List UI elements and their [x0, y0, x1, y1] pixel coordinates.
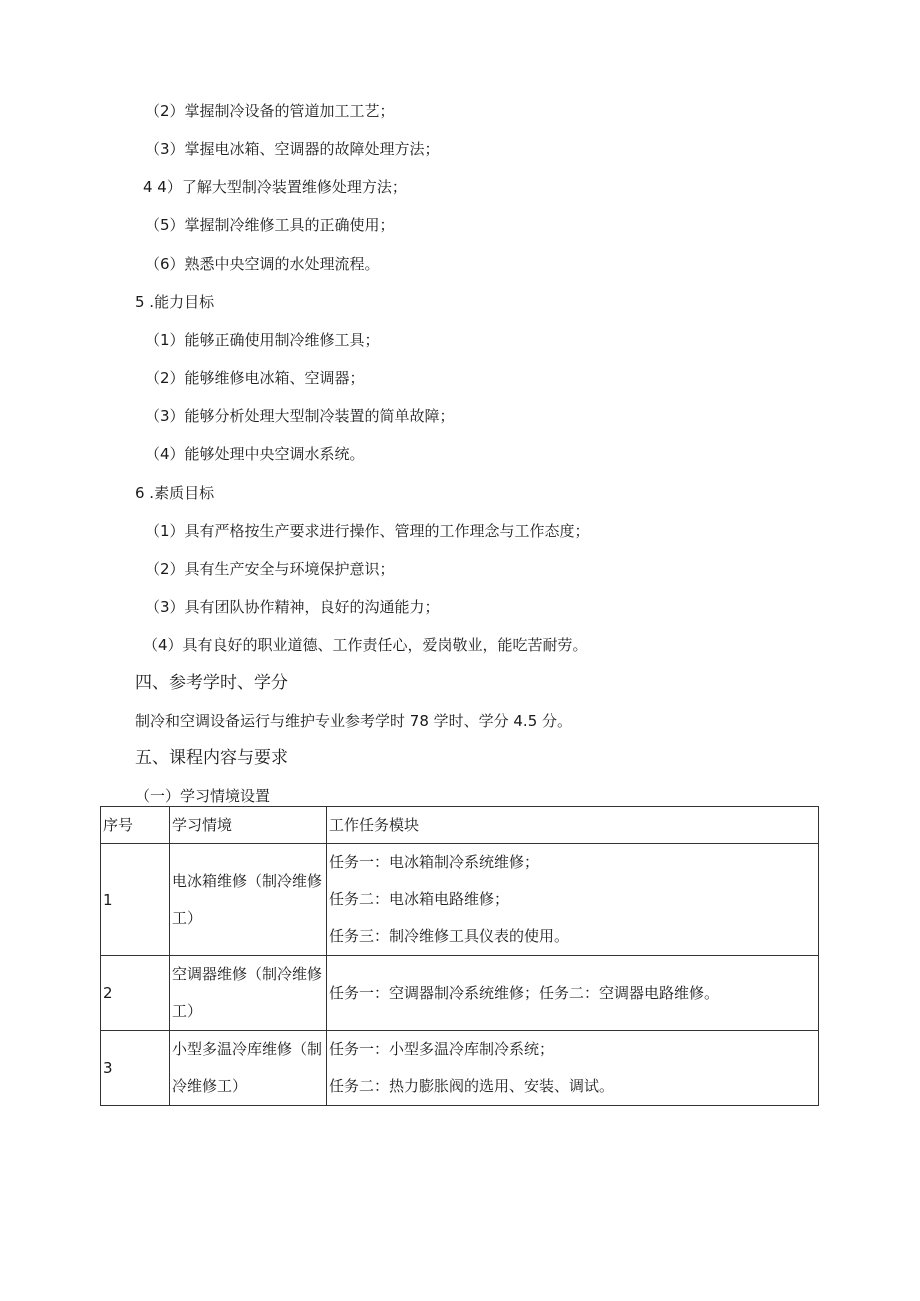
ability-item: （1）能够正确使用制冷维修工具；	[145, 331, 380, 349]
table-row	[101, 1031, 819, 1106]
row-no: 2	[101, 956, 170, 1031]
quality-item: （4）具有良好的职业道德、工作责任心，爱岗敬业，能吃苦耐劳。	[143, 636, 588, 654]
task-item: 任务一：电冰箱制冷系统维修；	[329, 853, 540, 871]
row-scene	[170, 956, 327, 1031]
row-scene	[170, 844, 327, 956]
section-5-subheading: （一）学习情境设置	[135, 787, 271, 805]
table-header-row	[101, 807, 819, 844]
table-row	[101, 956, 819, 1031]
knowledge-item: 4 4）了解大型制冷装置维修处理方法；	[143, 178, 407, 196]
header-no: 序号	[101, 807, 170, 844]
section-4-heading: 四、参考学时、学分	[135, 673, 288, 693]
row-no: 1	[101, 844, 170, 956]
row-no: 3	[101, 1031, 170, 1106]
header-scene: 学习情境	[170, 807, 327, 844]
header-tasks: 工作任务模块	[327, 807, 819, 844]
ability-heading: 5 .能力目标	[135, 293, 215, 311]
learning-scenario-table	[100, 806, 819, 1106]
table-row	[101, 844, 819, 956]
knowledge-item: （5）掌握制冷维修工具的正确使用；	[145, 216, 395, 234]
knowledge-item: （3）掌握电冰箱、空调器的故障处理方法；	[145, 140, 440, 158]
quality-item: （2）具有生产安全与环境保护意识；	[145, 560, 395, 578]
task-item: 任务一：小型多温冷库制冷系统；	[329, 1040, 555, 1058]
ability-item: （2）能够维修电冰箱、空调器；	[145, 369, 365, 387]
section-5-heading: 五、课程内容与要求	[135, 748, 288, 768]
task-item: 任务三：制冷维修工具仪表的使用。	[329, 927, 570, 945]
scene-text: 小型多温冷库维修（制冷维修工）	[172, 1040, 323, 1095]
row-scene	[170, 1031, 327, 1106]
row-tasks	[327, 956, 819, 1031]
scene-text: 电冰箱维修（制冷维修工）	[172, 871, 323, 927]
quality-item: （3）具有团队协作精神，良好的沟通能力；	[145, 598, 440, 616]
quality-item: （1）具有严格按生产要求进行操作、管理的工作理念与工作态度；	[145, 522, 590, 540]
row-tasks	[327, 844, 819, 956]
quality-heading: 6 .素质目标	[135, 484, 215, 502]
ability-item: （4）能够处理中央空调水系统。	[145, 445, 365, 463]
task-item: 任务二：热力膨胀阀的选用、安装、调试。	[329, 1077, 615, 1095]
knowledge-item: （6）熟悉中央空调的水处理流程。	[145, 255, 380, 273]
row-tasks	[327, 1031, 819, 1106]
ability-item: （3）能够分析处理大型制冷装置的简单故障；	[145, 407, 455, 425]
section-4-text: 制冷和空调设备运行与维护专业参考学时 78 学时、学分 4.5 分。	[135, 712, 573, 730]
scene-text: 空调器维修（制冷维修工）	[172, 965, 323, 1020]
knowledge-item: （2）掌握制冷设备的管道加工工艺；	[145, 102, 395, 120]
task-item: 任务二：电冰箱电路维修；	[329, 890, 510, 908]
task-item: 任务一：空调器制冷系统维修；任务二：空调器电路维修。	[329, 983, 720, 1002]
